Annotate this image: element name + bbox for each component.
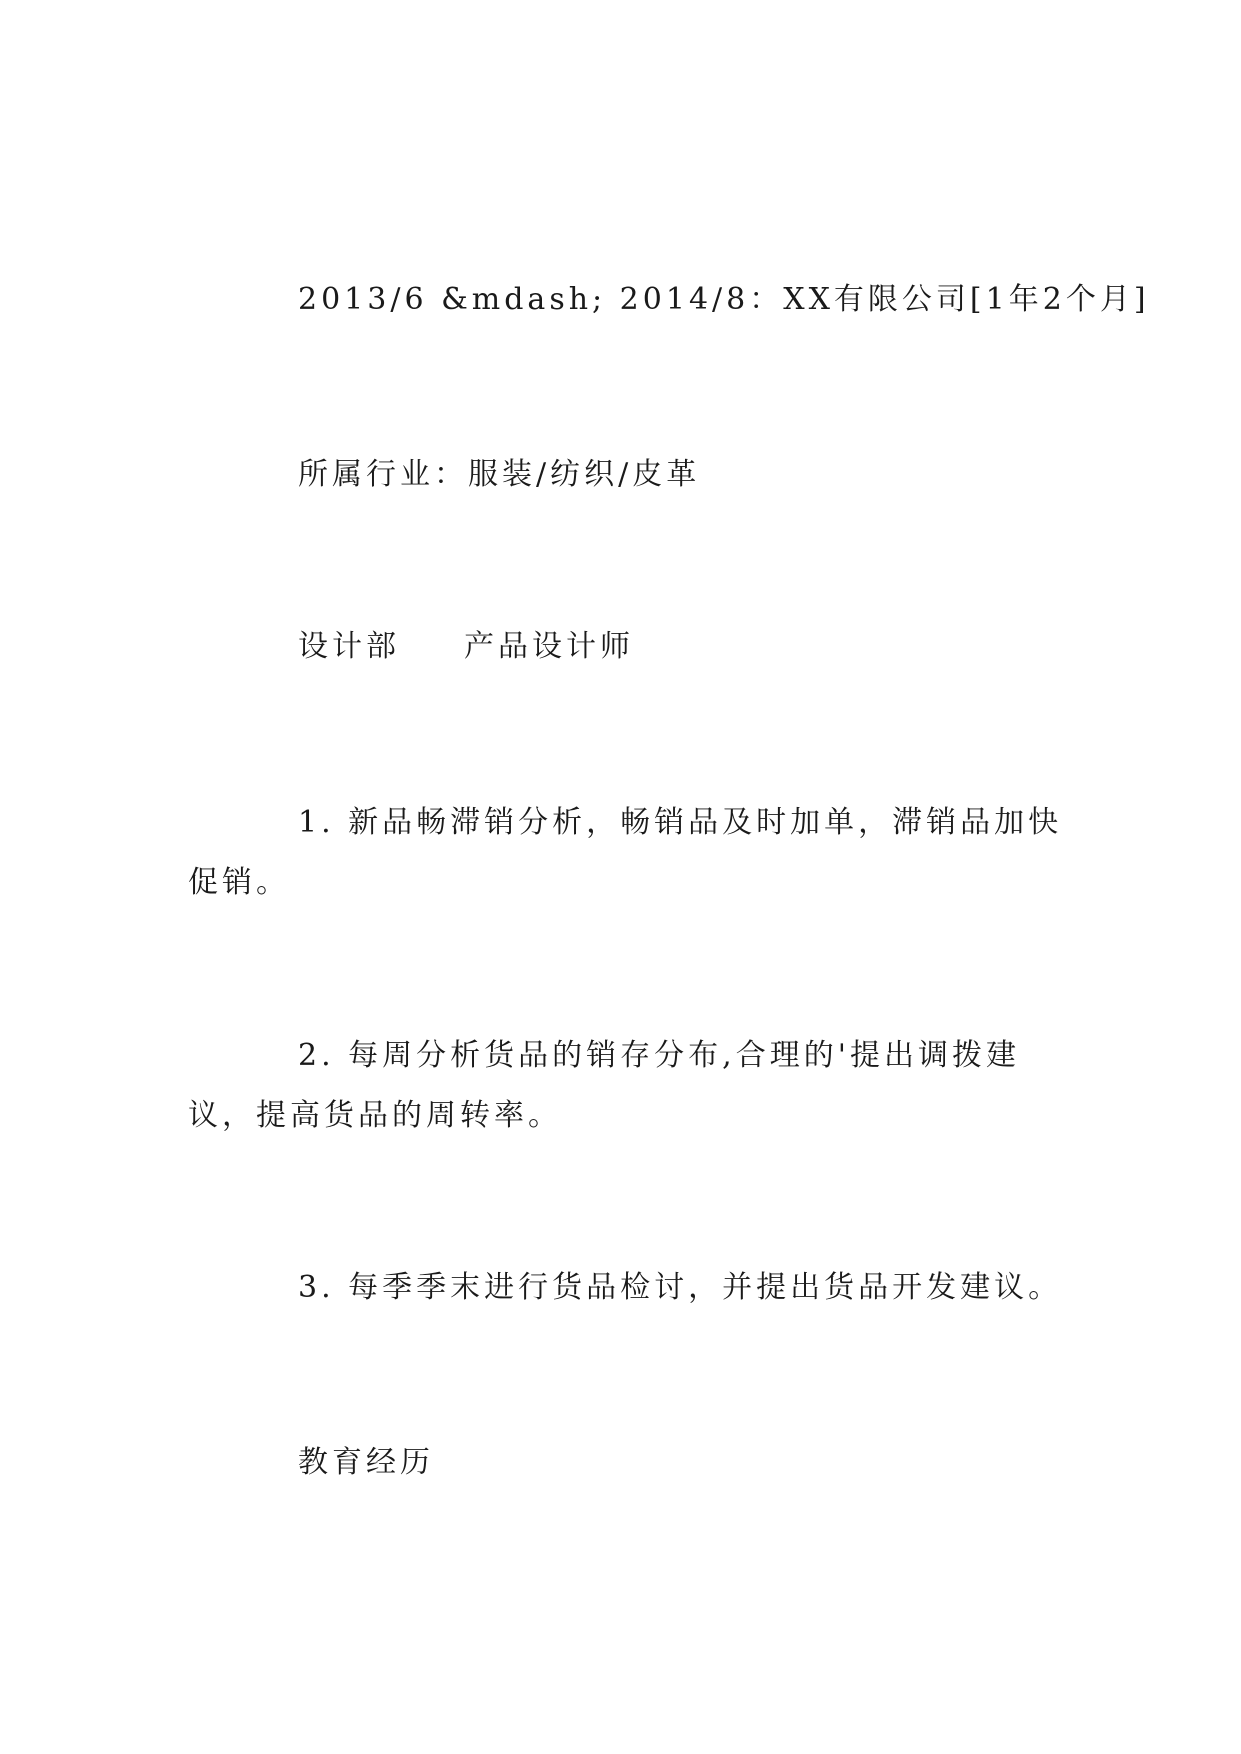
job-period-line: 2013/6 &mdash; 2014/8：XX有限公司[1年2个月] [298, 282, 1150, 317]
position-text: 产品设计师 [464, 629, 634, 664]
duty-item-3: 3. 每季季末进行货品检讨，并提出货品开发建议。 [298, 1270, 1063, 1305]
industry-line: 所属行业：服装/纺织/皮革 [298, 457, 701, 492]
duty-item-2: 2. 每周分析货品的销存分布,合理的'提出调拨建议，提高货品的周转率。 [188, 1038, 1020, 1133]
department-position-line [188, 617, 1178, 677]
department-text: 设计部 [298, 629, 400, 664]
duty-item-1: 1. 新品畅滞销分析，畅销品及时加单，滞销品加快促销。 [188, 805, 1063, 900]
education-heading: 教育经历 [298, 1445, 434, 1480]
